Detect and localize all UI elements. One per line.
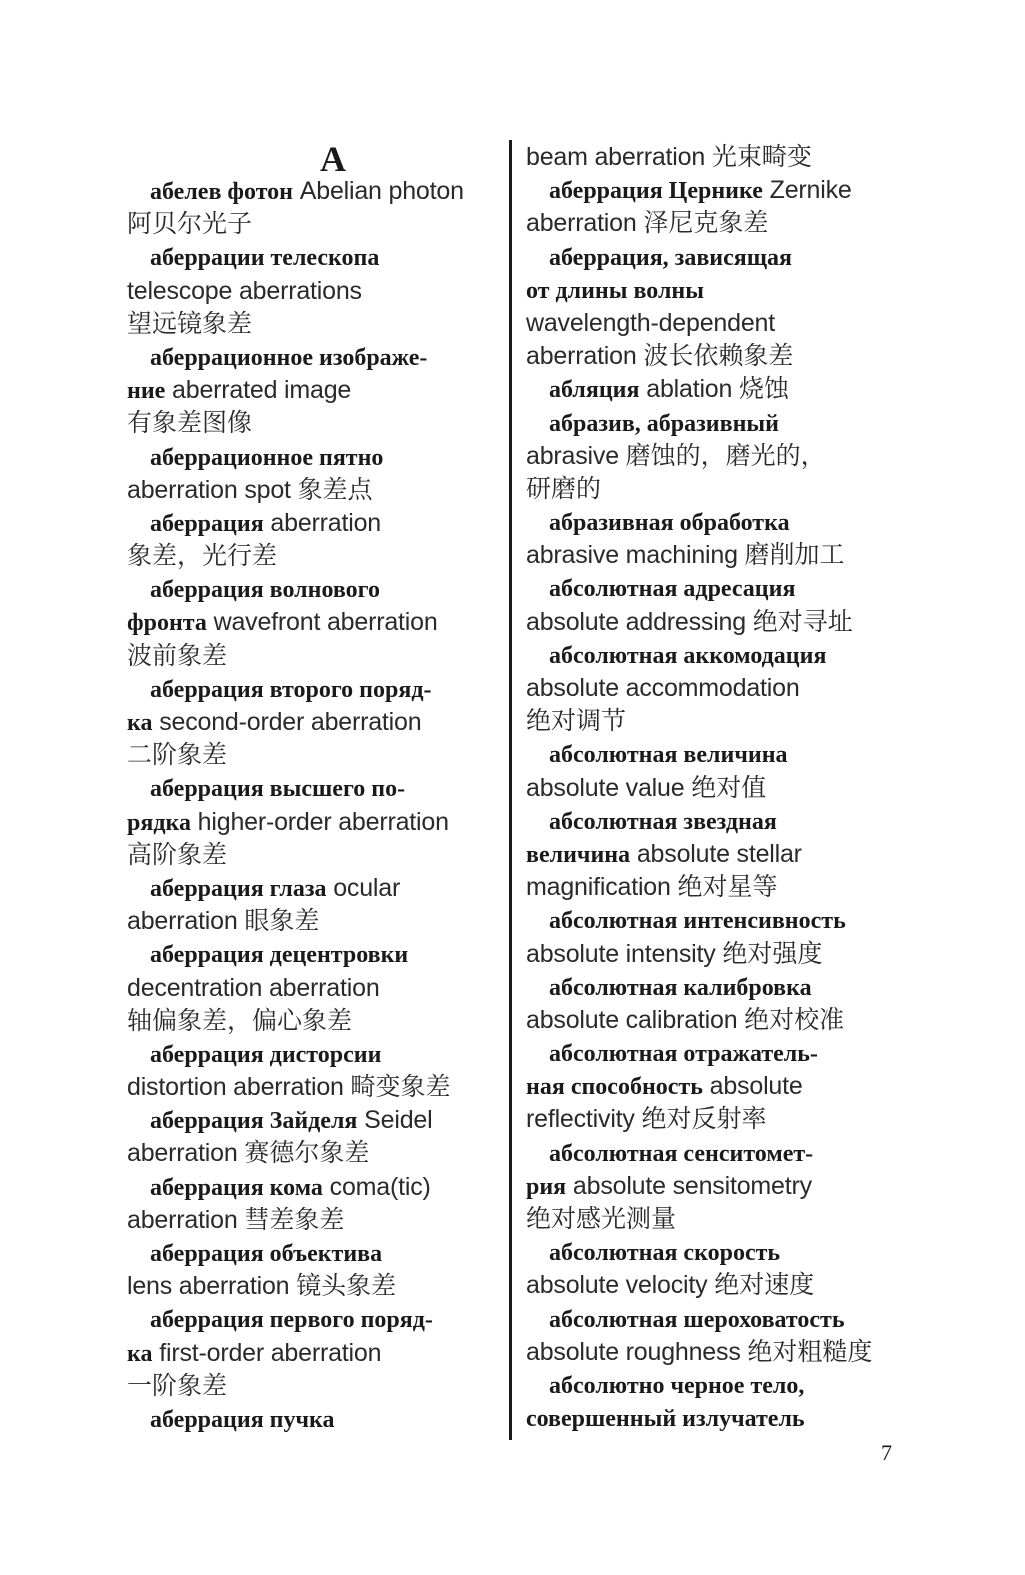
entry-line (526, 605, 898, 638)
entry-line (127, 639, 499, 672)
russian-term: аберрации телескопа (150, 245, 380, 272)
entry-headword-line (526, 1136, 898, 1169)
chinese-term: 绝对寻址 (752, 606, 853, 636)
russian-term: рия (526, 1173, 567, 1200)
russian-term: величина (526, 841, 631, 868)
entry-headword-line (526, 240, 898, 273)
entry-line (127, 904, 499, 937)
entry-line (127, 705, 499, 738)
english-term: abrasive machining (526, 541, 745, 570)
english-term: higher-order aberration (190, 807, 449, 836)
entry-line (526, 1401, 898, 1434)
entry-line (526, 472, 898, 505)
chinese-term: 磨削加工 (744, 540, 845, 570)
entry-line (526, 306, 898, 339)
entry-line (526, 439, 898, 472)
entry-line (526, 1268, 898, 1301)
russian-term: абсолютная шероховатость (549, 1306, 845, 1333)
entry-line (127, 1203, 499, 1236)
english-term: Zernike (762, 176, 852, 205)
section-letter-heading: А (320, 139, 346, 179)
russian-term: рядка (127, 809, 191, 836)
russian-term: аберрация первого поряд- (150, 1307, 433, 1334)
chinese-term: 象差，光行差 (127, 541, 278, 571)
russian-term: аберрация дисторсии (150, 1041, 382, 1068)
english-term: absolute accommodation (526, 674, 800, 702)
entry-line (526, 273, 898, 306)
entry-headword-line (127, 440, 499, 473)
chinese-term: 二阶象差 (127, 740, 228, 770)
entry-line (127, 307, 499, 340)
chinese-term: 绝对速度 (714, 1270, 815, 1300)
entry-headword-line (526, 1036, 898, 1069)
entry-line (526, 1169, 898, 1202)
chinese-term: 波前象差 (127, 640, 228, 670)
english-term: absolute (702, 1072, 803, 1101)
entry-headword-line (127, 1302, 499, 1335)
entry-line (526, 339, 898, 372)
russian-term: абсолютная звездная (549, 808, 777, 835)
russian-term: ка (127, 710, 153, 736)
entry-line (526, 870, 898, 903)
russian-term: совершенный излучатель (526, 1406, 805, 1433)
english-term: abrasive (526, 441, 626, 470)
english-term: coma(tic) (322, 1172, 431, 1201)
entry-headword-line (127, 174, 499, 207)
entry-line (127, 971, 499, 1004)
english-term: ablation (639, 375, 739, 404)
russian-term: аберрация (150, 510, 264, 537)
russian-term: аберрация высшего по- (150, 776, 406, 803)
entry-headword-line (526, 1302, 898, 1335)
russian-term: аберрация Цернике (549, 178, 763, 205)
entry-line (127, 274, 499, 307)
russian-term: абсолютная отражатель- (549, 1041, 818, 1068)
english-term: aberration (526, 209, 644, 238)
entry-line (526, 140, 898, 173)
chinese-term: 泽尼克象差 (643, 208, 769, 238)
entry-headword-line (127, 672, 499, 705)
entry-line (526, 1202, 898, 1235)
entry-headword-line (127, 1402, 499, 1435)
entry-headword-line (526, 638, 898, 671)
russian-term: аберрация объектива (150, 1241, 383, 1267)
russian-term: абсолютная скорость (549, 1240, 781, 1267)
right-column (526, 140, 898, 1434)
entry-headword-line (526, 903, 898, 936)
entry-line (526, 837, 898, 870)
english-term: wavelength-dependent (526, 308, 775, 337)
chinese-term: 磨蚀的，磨光的， (625, 440, 826, 470)
entry-line (127, 539, 499, 572)
entry-line (127, 1269, 499, 1302)
english-term: aberration (263, 508, 381, 537)
russian-term: аберрационное пятно (150, 444, 384, 471)
chinese-term: 绝对星等 (677, 872, 778, 902)
english-term: ocular (326, 873, 401, 902)
entry-headword-line (526, 571, 898, 604)
entry-line (526, 671, 898, 704)
entry-headword-line (526, 173, 898, 206)
entry-line (127, 605, 499, 638)
russian-term: абелев фотон (150, 179, 294, 205)
russian-term: абсолютно черное тело, (549, 1372, 805, 1399)
entry-line (127, 406, 499, 439)
russian-term: фронта (127, 610, 207, 637)
russian-term: абсолютная интенсивность (549, 908, 846, 935)
entry-headword-line (526, 970, 898, 1003)
entry-headword-line (127, 771, 499, 804)
russian-term: абразивная обработка (549, 510, 790, 537)
chinese-term: 镜头象差 (296, 1271, 397, 1301)
russian-term: ка (127, 1340, 153, 1367)
entry-headword-line (526, 1368, 898, 1401)
english-term: beam aberration (526, 143, 712, 171)
russian-term: абсолютная калибровка (549, 974, 812, 1001)
entry-line (127, 373, 499, 406)
russian-term: ная способность (526, 1074, 703, 1101)
chinese-term: 轴偏象差，偏心象差 (127, 1005, 353, 1035)
english-term: absolute sensitometry (566, 1171, 812, 1200)
entry-line (526, 538, 898, 571)
chinese-term: 畸变象差 (350, 1072, 451, 1102)
russian-term: аберрация глаза (150, 875, 327, 902)
entry-headword-line (526, 372, 898, 405)
entry-headword-line (127, 937, 499, 970)
entry-line (526, 1102, 898, 1135)
entry-headword-line (127, 1170, 499, 1203)
english-term: aberration spot (127, 475, 298, 504)
entry-line (127, 1004, 499, 1037)
chinese-term: 象差点 (297, 474, 373, 504)
entry-headword-line (526, 406, 898, 439)
english-term: aberration (127, 1139, 245, 1168)
entry-headword-line (127, 240, 499, 273)
entry-line (526, 937, 898, 970)
chinese-term: 绝对强度 (722, 938, 823, 968)
english-term: absolute intensity (526, 939, 723, 968)
english-term: absolute stellar (630, 839, 802, 868)
chinese-term: 赛德尔象差 (244, 1138, 370, 1168)
entry-line (526, 1069, 898, 1102)
entry-line (127, 738, 499, 771)
russian-term: абразив, абразивный (549, 410, 779, 437)
chinese-term: 阿贝尔光子 (127, 209, 253, 239)
russian-term: аберрация, зависящая (549, 244, 792, 271)
entry-headword-line (127, 871, 499, 904)
english-term: distortion aberration (127, 1073, 351, 1102)
russian-term: абляция (549, 377, 640, 404)
chinese-term: 绝对值 (691, 772, 767, 802)
russian-term: аберрация кома (150, 1174, 323, 1201)
chinese-term: 有象差图像 (127, 408, 253, 438)
entry-headword-line (127, 1236, 499, 1269)
russian-term: аберрация Зайделя (150, 1108, 358, 1135)
entry-headword-line (127, 506, 499, 539)
chinese-term: 眼象差 (244, 906, 320, 936)
entry-line (526, 206, 898, 239)
entry-line (127, 838, 499, 871)
english-term: magnification (526, 873, 678, 902)
entry-line (526, 1003, 898, 1036)
entry-headword-line (526, 804, 898, 837)
russian-term: аберрационное изображе- (150, 344, 428, 371)
russian-term: аберрация второго поряд- (150, 676, 432, 703)
english-term: absolute calibration (526, 1005, 745, 1034)
entry-headword-line (526, 737, 898, 770)
russian-term: от длины волны (526, 277, 704, 304)
entry-line (127, 805, 499, 838)
english-term: absolute value (526, 773, 692, 802)
english-term: lens aberration (127, 1272, 297, 1301)
column-divider (509, 140, 512, 1440)
entry-headword-line (127, 340, 499, 373)
english-term: aberration (526, 342, 644, 371)
chinese-term: 烧蚀 (738, 374, 789, 404)
chinese-term: 绝对感光测量 (526, 1204, 677, 1233)
page-number: 7 (881, 1440, 892, 1465)
english-term: Seidel (357, 1106, 433, 1135)
chinese-term: 绝对反射率 (641, 1104, 767, 1134)
chinese-term: 光束畸变 (711, 142, 812, 171)
chinese-term: 一阶象差 (127, 1370, 228, 1400)
chinese-term: 绝对调节 (526, 706, 627, 736)
entry-line (526, 704, 898, 737)
entry-headword-line (526, 505, 898, 538)
entry-headword-line (127, 1103, 499, 1136)
english-term: wavefront aberration (206, 608, 438, 637)
russian-term: аберрация волнового (150, 577, 380, 604)
entry-headword-line (526, 1235, 898, 1268)
entry-line (127, 1136, 499, 1169)
english-term: aberration (127, 907, 245, 936)
chinese-term: 绝对粗糙度 (747, 1336, 873, 1366)
english-term: aberration (127, 1205, 245, 1234)
entry-headword-line (127, 1037, 499, 1070)
entry-line (127, 473, 499, 506)
chinese-term: 彗差象差 (244, 1204, 345, 1234)
english-term: absolute addressing (526, 607, 753, 636)
english-term: first-order aberration (152, 1338, 382, 1367)
english-term: decentration aberration (127, 973, 380, 1002)
chinese-term: 研磨的 (526, 473, 602, 503)
entry-headword-line (127, 572, 499, 605)
chinese-term: 望远镜象差 (127, 308, 253, 338)
english-term: aberrated image (165, 376, 352, 405)
russian-term: абсолютная аккомодация (549, 642, 827, 669)
russian-term: абсолютная сенситомет- (549, 1140, 814, 1167)
english-term: reflectivity (526, 1105, 642, 1134)
left-column (127, 140, 499, 1435)
chinese-term: 高阶象差 (127, 839, 228, 869)
russian-term: аберрация децентровки (150, 942, 409, 969)
entry-line (526, 771, 898, 804)
entry-line (127, 1070, 499, 1103)
entry-line (526, 1335, 898, 1368)
chinese-term: 绝对校准 (744, 1004, 845, 1034)
english-term: telescope aberrations (127, 276, 362, 305)
entry-line (127, 207, 499, 240)
russian-term: абсолютная адресация (549, 576, 796, 603)
english-term: absolute roughness (526, 1337, 748, 1366)
russian-term: абсолютная величина (549, 742, 788, 769)
entry-line (127, 1336, 499, 1369)
english-term: Abelian photon (293, 177, 464, 205)
chinese-term: 波长依赖象差 (643, 341, 794, 371)
english-term: absolute velocity (526, 1271, 715, 1300)
entry-line (127, 1369, 499, 1402)
russian-term: аберрация пучка (150, 1406, 335, 1433)
english-term: second-order aberration (152, 708, 422, 736)
russian-term: ние (127, 378, 166, 405)
